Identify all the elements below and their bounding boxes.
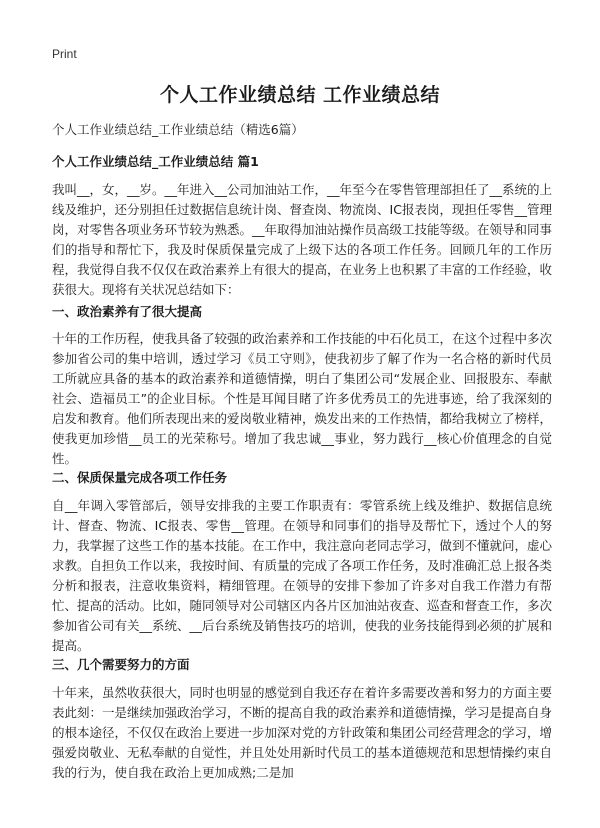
intro-paragraph: 我叫__，女，__岁。__年进入__公司加油站工作，__年至今在零售管理部担任了__系统的上线及维护，还分别担任过数据信息统计岗、督查岗、物流岗、IC报表岗，现担任零售__管理岗，对零售各项业务环节较为熟悉。__年取得加油站操作员高级工技能等级。在领导和同事们的指导和帮忙下，我及时保质保量完成了上级下达的各项工作任务。回顾几年的工作历程，我觉得自我不仅仅在政治素养上有很大的提高，在业务上也积累了丰富的工作经验，收获很大。现将有关状况总结如下： (52, 182, 553, 297)
paragraph-tasks: 自__年调入零管部后，领导安排我的主要工作职责有：零管系统上线及维护、数据信息统计、督查、物流、IC报表、零售__管理。在领导和同事们的指导及帮忙下，透过个人的努力，我掌握了这些工作的基本技能。在工作中，我注意向老同志学习，做到不懂就问，虚心求教。自担负工作以来，我按时间、有质量的完成了各项工作任务，及时准确汇总上报各类分析和报表，注意收集资料，精细管理。在领导的安排下参加了许多对自我工作潜力有帮忙、提高的活动。比如，随同领导对公司辖区内各片区加油站夜查、巡查和督查工作，多次参加省公司有关__系统、__后台系统及销售技巧的培训，使我的业务技能得到必须的扩展和提高。 (52, 498, 553, 653)
print-link[interactable]: Print (52, 47, 77, 61)
heading-political: 一、政治素养有了很大提高 (52, 304, 203, 319)
document-title: 个人工作业绩总结 工作业绩总结 (159, 84, 441, 106)
document-subtitle: 个人工作业绩总结_工作业绩总结（精选6篇） (52, 122, 304, 137)
heading-tasks: 二、保质保量完成各项工作任务 (52, 470, 228, 485)
paragraph-improvement: 十年来，虽然收获很大，同时也明显的感觉到自我还存在着许多需要改善和努力的方面主要表此刻：一是继续加强政治学习，不断的提高自我的政治素养和道德情操，学习是提高自身的根本途径，不仅仅在政治上要进一步加深对党的方针政策和集团公司经营理念的学习，增强爱岗敬业、无私奉献的自觉性，并且处处用新时代员工的基本道德规范和思想情操约束自我的行为，使自我在政治上更加成熟;二是加 (52, 685, 552, 780)
section-heading: 个人工作业绩总结_工作业绩总结 篇1 (52, 154, 259, 169)
heading-improvement: 三、几个需要努力的方面 (52, 657, 190, 672)
paragraph-political: 十年的工作历程，使我具备了较强的政治素养和工作技能的中石化员工，在这个过程中多次参加省公司的集中培训，透过学习《员工守则》，使我初步了解了作为一名合格的新时代员工所就应具备的基本的政治素养和道德情操，明白了集团公司“发展企业、回报股东、奉献社会、造福员工”的企业目标。个性是耳闻目睹了许多优秀员工的先进事迹，给了我深刻的启发和教育。他们所表现出来的爱岗敬业精神，焕发出来的工作热情，都给我树立了榜样，使我更加珍惜__员工的光荣称号。增加了我忠诚__事业，努力践行__核心价值理念的自觉性。 (52, 331, 553, 466)
